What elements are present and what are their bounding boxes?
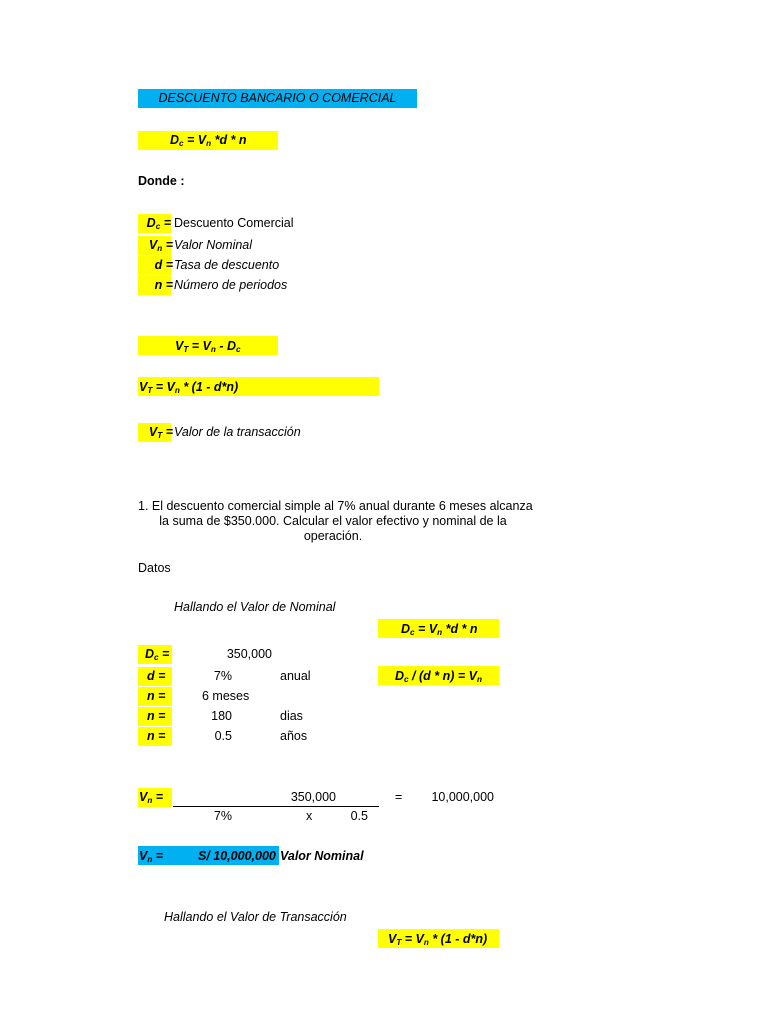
- calc-equals: =: [395, 790, 403, 804]
- vt-def-symbol: $V_T$ =: [148, 425, 173, 441]
- data-row-symbol: d =: [147, 669, 166, 683]
- formula-vt2: $V_T = V_n * (1 - d*n)$: [139, 380, 239, 396]
- formula-r1: $D_c = V_n$ *d * n: [401, 622, 478, 638]
- page-title: DESCUENTO BANCARIO O COMERCIAL: [158, 91, 397, 105]
- formula-main: $D_c = V_n$ *d * n: [170, 133, 247, 149]
- data-row-value: 350,000: [226, 647, 272, 661]
- problem-line-3: operación.: [303, 529, 363, 543]
- data-row-unit: anual: [280, 669, 311, 683]
- def-label-dc: Descuento Comercial: [174, 216, 294, 230]
- data-row-symbol: n =: [147, 729, 166, 743]
- calc-lhs: $V_n$ =: [139, 790, 164, 806]
- data-row-value: 0.5: [214, 729, 232, 743]
- calc-den-n: 0.5: [350, 809, 368, 823]
- def-symbol-vn: $V_n$ =: [148, 238, 173, 254]
- def-symbol-n: n =: [154, 278, 173, 292]
- data-row-symbol: n =: [147, 689, 166, 703]
- data-row-value: 7%: [213, 669, 232, 683]
- section-transaction-title: Hallando el Valor de Transacción: [164, 910, 347, 924]
- formula-r2: $D_c / (d * n) = V_n$: [395, 669, 482, 685]
- section-nominal-title: Hallando el Valor de Nominal: [174, 600, 336, 614]
- calc-den-rate: 7%: [213, 809, 232, 823]
- def-label-vn: Valor Nominal: [174, 238, 253, 252]
- data-row-value: 180: [211, 709, 232, 723]
- data-row-symbol: n =: [147, 709, 166, 723]
- datos-label: Datos: [138, 561, 171, 575]
- calc-numerator: 350,000: [290, 790, 336, 804]
- problem-line-1: 1. El descuento comercial simple al 7% anual durante 6 meses alcanza: [138, 499, 533, 513]
- donde-label: Donde :: [138, 174, 185, 188]
- def-symbol-dc: $D_c$ =: [146, 216, 171, 232]
- problem-line-2: la suma de $350.000. Calcular el valor efectivo y nominal de la: [159, 514, 507, 528]
- def-symbol-d: d =: [154, 258, 173, 272]
- calc-result: 10,000,000: [431, 790, 494, 804]
- vn-result-lhs: $V_n$ =: [139, 849, 164, 865]
- data-row-unit: años: [280, 729, 308, 743]
- formula-r3: $V_T = V_n * (1 - d*n)$: [388, 932, 488, 948]
- data-row-value: 6 meses: [202, 689, 250, 703]
- def-label-n: Número de periodos: [174, 278, 288, 292]
- vn-result-label: Valor Nominal: [280, 849, 364, 863]
- data-row-unit: dias: [280, 709, 303, 723]
- def-label-d: Tasa de descuento: [174, 258, 280, 272]
- formula-vt1: $V_T = V_n - D_c$: [175, 339, 241, 355]
- calc-den-op: x: [306, 809, 313, 823]
- vt-def-label: Valor de la transacción: [174, 425, 301, 439]
- vn-result-value: S/ 10,000,000: [198, 849, 276, 863]
- data-row-symbol: $D_c$ =: [145, 647, 170, 663]
